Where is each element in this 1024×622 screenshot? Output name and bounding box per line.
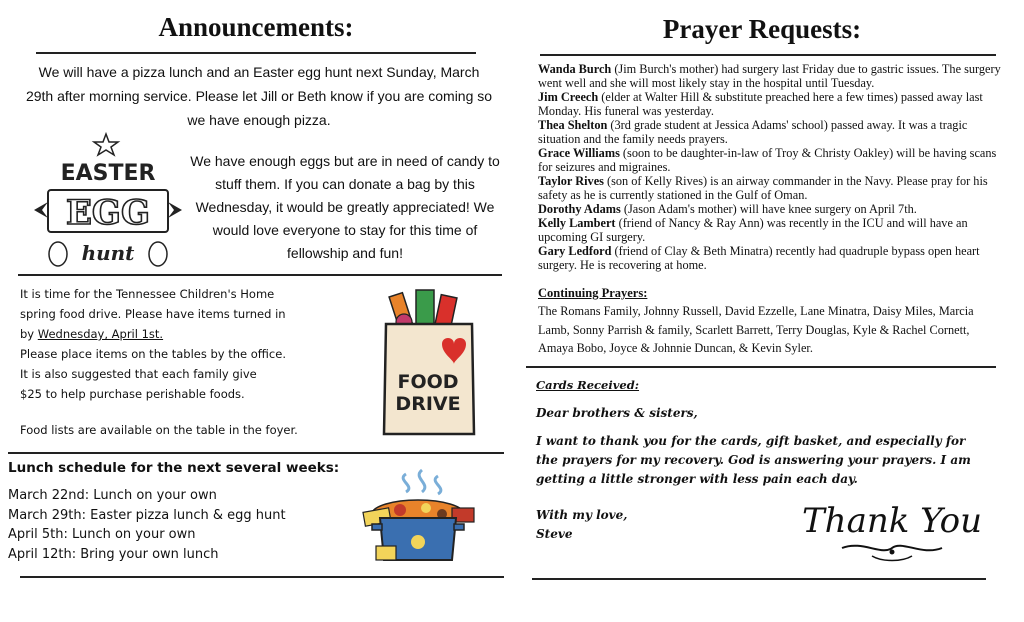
prayer-name: Dorothy Adams (538, 202, 621, 216)
prayer-request (538, 62, 1002, 90)
food-drive-line: Please place items on the tables by the office. (20, 347, 286, 361)
thank-you-text: Thank You (802, 501, 982, 541)
easter-egg-hunt-logo (28, 130, 188, 270)
prayer-name: Grace Williams (538, 146, 620, 160)
prayer-text: (Jason Adam's mother) will have knee surgery on April 7th. (620, 202, 917, 216)
prayer-request (538, 118, 1002, 146)
prayer-text: (soon to be daughter-in-law of Troy & Christy Oakley) will be having scans for seizures and migraines. (538, 146, 997, 174)
divider (540, 54, 996, 56)
star-icon (94, 134, 118, 155)
prayer-request (538, 202, 1002, 216)
potluck-pot-image (356, 466, 480, 570)
food-drive-line: $25 to help purchase perishable foods. (20, 387, 245, 401)
prayer-name: Thea Shelton (538, 118, 608, 132)
letter-salutation: Dear brothers & sisters, (536, 406, 698, 420)
food-drive-date: Wednesday, April 1st. (37, 327, 164, 341)
prayer-text: (elder at Walter Hill & substitute preached here a few times) passed away last Monday. His funeral was yesterday. (538, 90, 983, 118)
logo-easter-text: EASTER (60, 161, 156, 186)
logo-egg-text: EGG (66, 193, 150, 233)
prayer-requests-title: Prayer Requests: (662, 14, 862, 44)
prayer-name: Jim Creech (538, 90, 599, 104)
food-drive-line: It is time for the Tennessee Children's Home (20, 287, 275, 301)
divider (20, 576, 504, 578)
divider (18, 274, 502, 276)
prayer-text: (friend of Clay & Beth Minatra) recently had quadruple bypass open heart surgery. He is recovering at home. (538, 244, 980, 272)
cards-received-title: Cards Received: (536, 378, 640, 392)
prayer-text: (Jim Burch's mother) had surgery last Friday due to gastric issues. The surgery went well and she will most likely stay in the hospital until Tuesday. (538, 62, 1001, 90)
prayer-request (538, 174, 1002, 202)
eggs-announcement: We have enough eggs but are in need of candy to stuff them. If you can donate a bag by this Wednesday, it would be greatly appreciated! We would love everyone to stay for this time of fellowship and fun! (190, 153, 500, 261)
food-drive-line: Food lists are available on the table in the foyer. (20, 423, 298, 437)
letter-closing (536, 506, 627, 544)
signature-text: Steve (536, 527, 573, 541)
prayer-request (538, 216, 1002, 244)
prayer-name: Wanda Burch (538, 62, 612, 76)
prayer-column (520, 0, 1024, 622)
food-drive-announcement (20, 284, 360, 440)
prayer-name: Kelly Lambert (538, 216, 616, 230)
food-drive-bag-image (380, 288, 480, 438)
food-drive-line (20, 324, 360, 344)
divider (532, 578, 986, 580)
list-item: April 12th: Bring your own lunch (8, 546, 219, 562)
prayer-text: (son of Kelly Rives) is an airway commander in the Navy. Please pray for his safety as he is currently stationed in the Gulf of Oman. (538, 174, 988, 202)
food-drive-line: spring food drive. Please have items turned in (20, 307, 286, 321)
lunch-schedule-title: Lunch schedule for the next several weeks: (8, 460, 340, 476)
logo-hunt-text: hunt (81, 241, 135, 265)
bag-food-text: FOOD (397, 371, 459, 393)
prayer-text: (friend of Nancy & Ray Ann) was recently in the ICU and will have an upcoming GI surgery. (538, 216, 968, 244)
divider (36, 52, 476, 54)
divider (526, 366, 996, 368)
prayer-request (538, 90, 1002, 118)
list-item: March 29th: Easter pizza lunch & egg hunt (8, 507, 286, 523)
food-drive-text: by (20, 327, 38, 341)
prayer-name: Taylor Rives (538, 174, 604, 188)
announcements-title: Announcements: (158, 12, 354, 42)
lunch-schedule-list (8, 486, 286, 564)
list-item: April 5th: Lunch on your own (8, 527, 196, 542)
closing-text: With my love, (536, 508, 628, 522)
divider (8, 452, 504, 454)
bag-drive-text: DRIVE (395, 393, 461, 415)
food-drive-line: It is also suggested that each family give (20, 367, 257, 381)
prayer-request (538, 146, 1002, 174)
prayer-name: Gary Ledford (538, 244, 612, 258)
pizza-announcement: We will have a pizza lunch and an Easter egg hunt next Sunday, March 29th after morning service. Please let Jill or Beth know if you are coming so we have enough pizza. (25, 64, 493, 128)
thank-you-graphic (802, 492, 982, 566)
continuing-prayers-title: Continuing Prayers: (538, 286, 648, 300)
letter-body: I want to thank you for the cards, gift basket, and especially for the prayers for my recovery. God is answering your prayers. I am getting a little stronger with less pain each day. (536, 434, 971, 486)
list-item: March 22nd: Lunch on your own (8, 488, 217, 503)
prayer-text: (3rd grade student at Jessica Adams' school) passed away. It was a tragic situation and the family needs prayers. (538, 118, 968, 146)
prayer-requests-list (538, 62, 1002, 272)
prayer-request (538, 244, 1002, 272)
continuing-prayers-list: The Romans Family, Johnny Russell, David Ezzelle, Lane Minatra, Daisy Miles, Marcia Lamb, Sonny Parrish & family, Scarlett Barrett, Terry Douglas, Kyle & Rachel Cornett, Amaya Bobo, Joyce & Johnnie Duncan, & Kevin Syler. (538, 304, 974, 355)
